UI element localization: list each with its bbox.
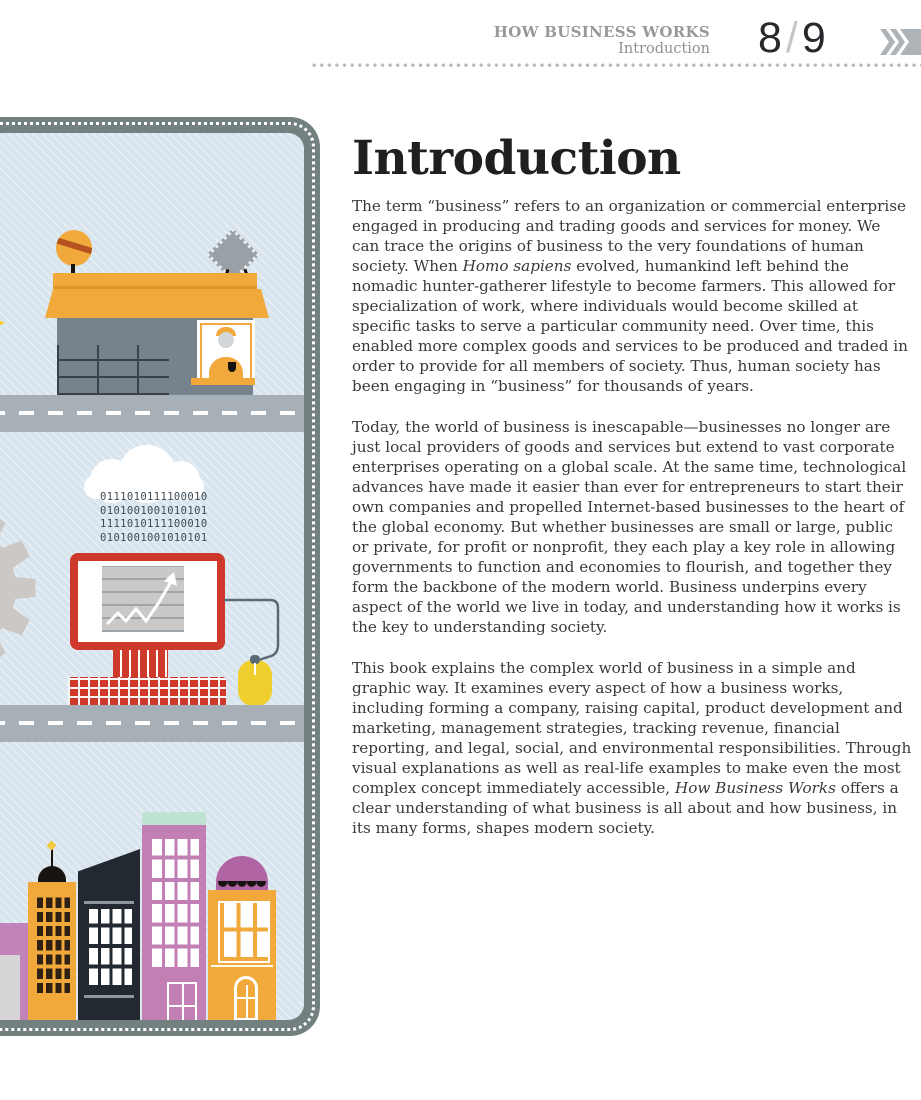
keyboard — [68, 677, 226, 707]
worker-head — [218, 332, 234, 348]
line-chart — [102, 566, 184, 632]
mauve-house-door — [0, 955, 20, 1020]
black-building-stripe — [84, 901, 134, 904]
window-sill — [191, 378, 255, 385]
chapter-label: Introduction — [618, 41, 710, 58]
binary-line: 0101001001010101 — [100, 504, 208, 517]
body-paragraph: This book explains the complex world of business in a simple and graphic way. It examines every aspect of how a business works, including forming a company, raising capital, product development and marketing, management strategies, tracking revenue, financial reporting, and legal, social, and environmental responsibilities. Through visual explanations as well as real-life examples to make even the most complex concept immediately accessible, How Business Works offers a clear understanding of what business is all about and how business, in its many forms, shapes modern society. — [352, 659, 912, 837]
road-lower — [0, 705, 304, 742]
building-orange-right — [208, 890, 276, 1020]
fast-forward-icon — [880, 29, 921, 59]
page-number-right: 9 — [801, 14, 827, 62]
shop-roof-band — [53, 273, 257, 289]
dome-scallops — [218, 881, 266, 890]
orange-tower-dome — [38, 866, 66, 883]
page-header — [494, 24, 710, 58]
antenna — [51, 849, 53, 867]
building-orange-tower — [28, 882, 76, 1020]
binary-line: 0101001001010101 — [100, 531, 208, 544]
shop-sign-icon — [56, 230, 92, 266]
body-paragraph: The term “business” refers to an organization or commercial enterprise engaged in producing and trading goods and services for money. We can trace the origins of business to the very foundations of human society. When Homo sapiens evolved, humankind left behind the nomadic hunter-gatherer lifestyle to become farmers. This allowed for specialization of work, where individuals would become skilled at specific tasks to serve a particular community need. Over time, this enabled more complex goods and services to be produced and traded in order to provide for all members of society. Thus, human society has been engaging in “business” for thousands of years. — [352, 197, 908, 395]
worker-tie — [228, 362, 236, 372]
antenna-light — [47, 841, 57, 851]
computer-monitor — [70, 553, 225, 650]
road-upper — [0, 395, 304, 432]
binary-line: 0111010111100010 — [100, 491, 208, 503]
black-building-windows — [86, 909, 132, 989]
road-dashes — [0, 721, 300, 725]
orange-right-windows — [218, 901, 270, 963]
building-pink-tower — [142, 825, 206, 1020]
orange-right-door — [234, 976, 258, 1020]
page-title: Introduction — [352, 131, 681, 187]
monitor-stand — [113, 650, 168, 677]
header-dotted-rule — [312, 63, 921, 68]
black-building-stripe — [84, 995, 134, 998]
pink-tower-door — [167, 982, 197, 1020]
orange-tower-windows — [34, 897, 70, 997]
gear-icon-small — [0, 293, 18, 353]
shop-window — [197, 320, 255, 384]
door-arch — [237, 979, 255, 1018]
sign-stripe — [56, 236, 92, 256]
body-text — [352, 196, 912, 859]
page-number-separator: / — [785, 14, 799, 62]
binary-line: 1111010111100010 — [100, 518, 208, 530]
pink-tower-cap — [142, 812, 206, 825]
book-title: HOW BUSINESS WORKS — [493, 23, 710, 41]
road-dashes — [0, 411, 300, 415]
monitor-screen — [78, 561, 217, 642]
orange-right-trim — [211, 965, 273, 967]
page-numbers — [758, 14, 827, 63]
binary-code — [100, 491, 208, 545]
computer-mouse-icon — [238, 660, 272, 706]
illustration-panel — [0, 117, 320, 1036]
brick-texture — [57, 345, 169, 395]
pink-tower-windows — [149, 839, 199, 971]
page-number-left: 8 — [758, 14, 783, 62]
gear-icon-large — [0, 478, 36, 698]
building-black — [78, 849, 140, 1020]
shop-awning — [45, 289, 269, 318]
cloud-icon — [82, 445, 206, 497]
body-paragraph: Today, the world of business is inescapable—businesses no longer are just local providers of goods and services but extend to vast corporate enterprises operating on a global scale. At the same time, technological advances have made it easier than ever for entrepreneurs to start their own companies and propelled Internet-based businesses to the heart of the global economy. But whether businesses are small or large, public or private, for profit or nonprofit, they each play a key role in allowing governments to function and economies to flourish, and together they form the backbone of the modern world. Business underpins every aspect of the world we live in today, and understanding how it works is the key to understanding society. — [352, 418, 907, 636]
mouse-button-divider — [254, 663, 256, 675]
illustration-scene — [0, 133, 304, 1020]
